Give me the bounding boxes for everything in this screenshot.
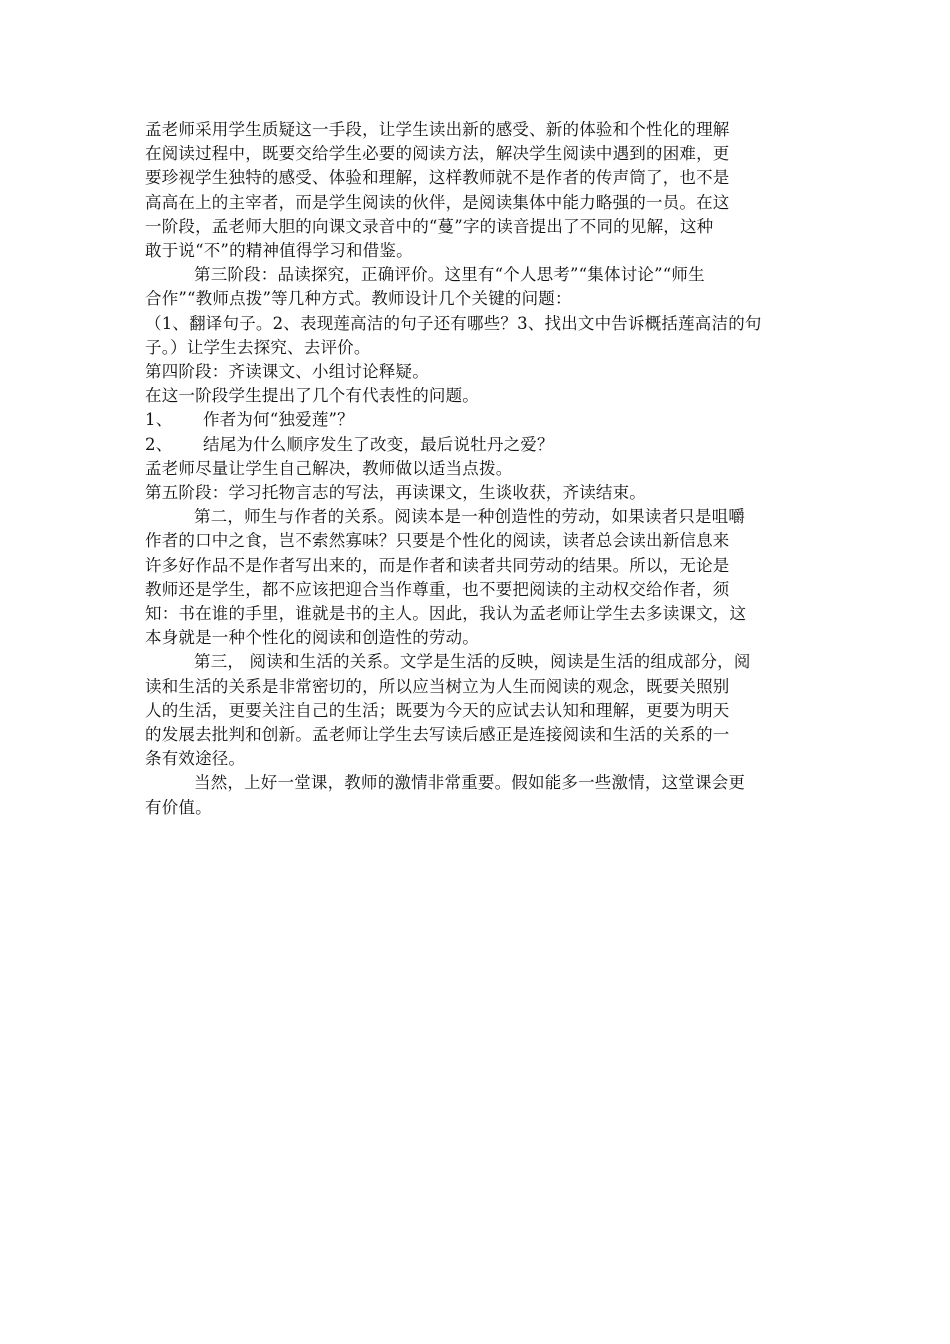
text-line: 教师还是学生，都不应该把迎合当作尊重，也不要把阅读的主动权交给作者，须 [145, 579, 730, 599]
text-line: 有价值。 [145, 797, 212, 817]
list-number: 1、 [145, 410, 173, 430]
text-line: （1、翻译句子。2、表现莲高洁的句子还有哪些？3、找出文中告诉概括莲高洁的句 [145, 313, 762, 333]
text-line: 知：书在谁的手里，谁就是书的主人。因此，我认为孟老师让学生去多读课文，这 [145, 604, 747, 624]
text-line: 人的生活，更要关注自己的生活；既要为今天的应试去认知和理解，更要为明天 [145, 700, 730, 720]
text-line: 在这一阶段学生提出了几个有代表性的问题。 [145, 386, 479, 406]
text-line: 读和生活的关系是非常密切的，所以应当树立为人生而阅读的观念，既要关照别 [145, 676, 730, 696]
list-number: 2、 [145, 434, 173, 454]
list-item [145, 433, 809, 457]
list-item-text: 结尾为什么顺序发生了改变，最后说牡丹之爱？ [203, 434, 554, 454]
paragraph-start: 第三阶段：品读探究，正确评价。这里有“个人思考”“集体讨论”“师生 [194, 265, 705, 285]
paragraph-start: 当然，上好一堂课，教师的激情非常重要。假如能多一些激情，这堂课会更 [194, 773, 746, 793]
text-line: 孟老师采用学生质疑这一手段，让学生读出新的感受、新的体验和个性化的理解 [145, 120, 730, 139]
text-line: 孟老师尽量让学生自己解决，教师做以适当点拨。 [145, 458, 513, 478]
text-line: 一阶段，孟老师大胆的向课文录音中的“蔓”字的读音提出了不同的见解，这种 [145, 216, 714, 236]
list-item-text: 作者为何“独爱莲”？ [203, 410, 354, 430]
text-line: 合作”“教师点拨”等几种方式。教师设计几个关键的问题： [145, 289, 572, 309]
text-line: 许多好作品不是作者写出来的，而是作者和读者共同劳动的结果。所以，无论是 [145, 555, 730, 575]
text-line: 第四阶段：齐读课文、小组讨论释疑。 [145, 362, 429, 382]
text-line: 条有效途径。 [145, 749, 246, 769]
text-line: 要珍视学生独特的感受、体验和理解，这样教师就不是作者的传声筒了，也不是 [145, 168, 730, 188]
list-item [145, 408, 809, 432]
text-line: 第五阶段：学习托物言志的写法，再读课文，生谈收获，齐读结束。 [145, 483, 646, 503]
text-line: 本身就是一种个性化的阅读和创造性的劳动。 [145, 628, 479, 648]
text-line: 子。）让学生去探究、去评价。 [145, 337, 371, 357]
paragraph-start: 第二，师生与作者的关系。阅读本是一种创造性的劳动，如果读者只是咀嚼 [194, 507, 746, 527]
document-body [145, 118, 809, 820]
text-line: 在阅读过程中，既要交给学生必要的阅读方法，解决学生阅读中遇到的困难，更 [145, 144, 730, 164]
text-line: 的发展去批判和创新。孟老师让学生去写读后感正是连接阅读和生活的关系的一 [145, 725, 730, 745]
paragraph-start: 第三， 阅读和生活的关系。文学是生活的反映，阅读是生活的组成部分，阅 [194, 652, 751, 672]
text-line: 高高在上的主宰者，而是学生阅读的伙伴，是阅读集体中能力略强的一员。在这 [145, 192, 730, 212]
text-line: 敢于说“不”的精神值得学习和借鉴。 [145, 241, 413, 261]
text-line: 作者的口中之食，岂不索然寡味？只要是个性化的阅读，读者总会读出新信息来 [145, 531, 730, 551]
